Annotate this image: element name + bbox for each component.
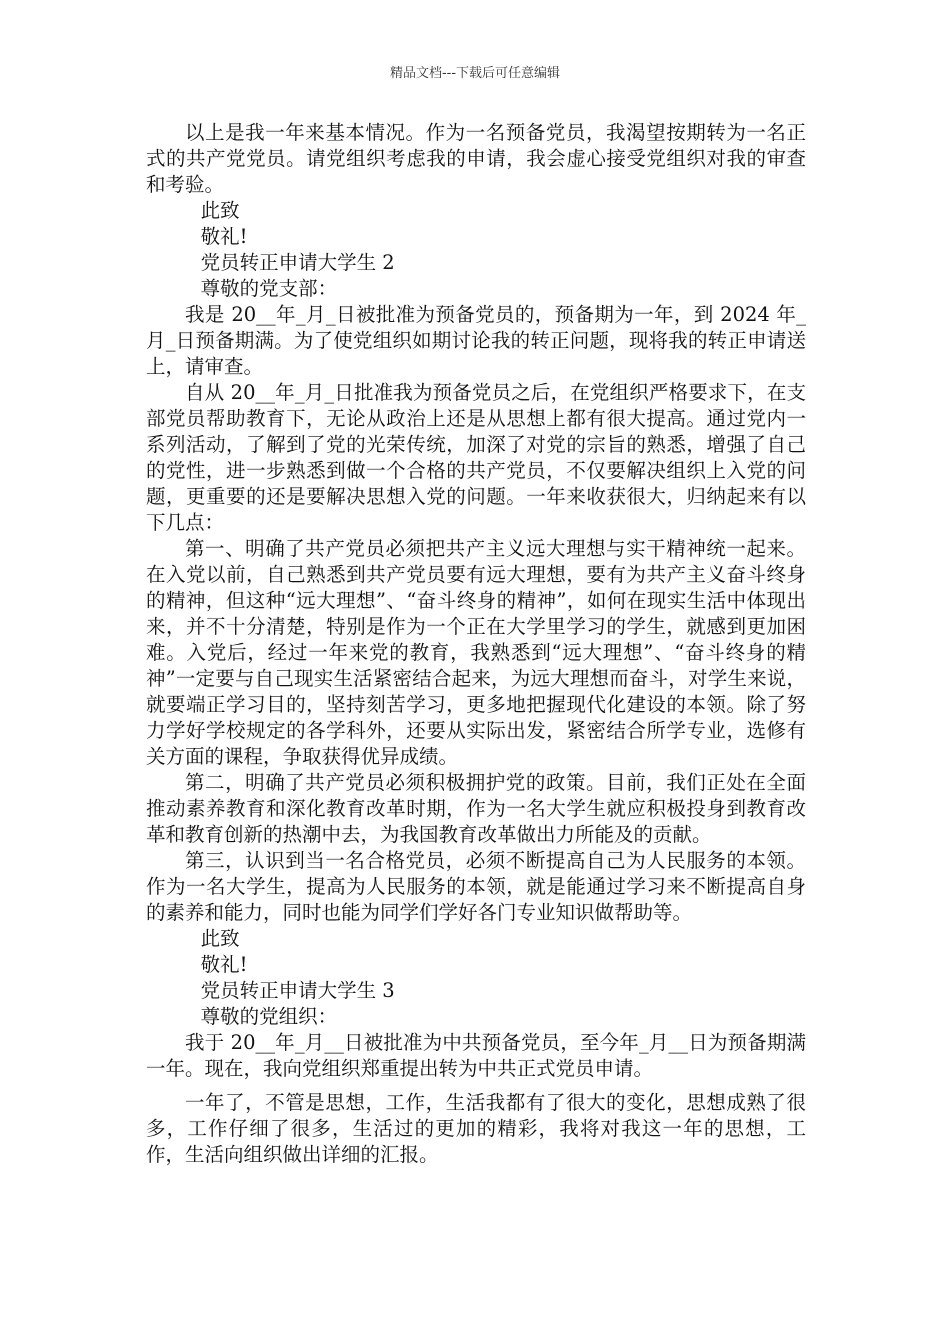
paragraph-intro-3: 我于 20__年_月__日被批准为中共预备党员，至今年_月__日为预备期满一年。现在，我向党组织郑重提出转为中共正式党员申请。 — [146, 1031, 806, 1080]
closing-regards: 敬礼! — [200, 225, 248, 248]
paragraph-year-review: 一年了，不管是思想，工作，生活我都有了很大的变化，思想成熟了很多，工作仔细了很多，生活过的更加的精彩，我将对我这一年的思想，工作，生活向组织做出详细的汇报。 — [146, 1091, 806, 1166]
section-title-2: 党员转正申请大学生 2 — [200, 251, 395, 274]
paragraph-intro-2: 我是 20__年_月_日被批准为预备党员的，预备期为一年，到 2024 年_月_日预备期满。为了使党组织如期讨论我的转正问题，现将我的转正申请送上，请审查。 — [146, 303, 806, 378]
section-title-3: 党员转正申请大学生 3 — [200, 979, 395, 1002]
greeting-3: 尊敬的党组织： — [200, 1005, 338, 1028]
paragraph-progress: 自从 20__年_月_日批准我为预备党员之后，在党组织严格要求下，在支部党员帮助教育下，无论从政治上还是从思想上都有很大提高。通过党内一系列活动，了解到了党的光荣传统，加深了对党的宗旨的熟悉，增强了自己的党性，进一步熟悉到做一个合格的共产党员，不仅要解决组织上入党的问题，更重要的还是要解决思想入党的问题。一年来收获很大，归纳起来有以下几点： — [146, 381, 806, 534]
paragraph-point-3: 第三，认识到当一名合格党员，必须不断提高自己为人民服务的本领。作为一名大学生，提高为人民服务的本领，就是能通过学习来不断提高自身的素养和能力，同时也能为同学们学好各门专业知识做帮助等。 — [146, 849, 806, 924]
paragraph-summary: 以上是我一年来基本情况。作为一名预备党员，我渴望按期转为一名正式的共产党党员。请党组织考虑我的申请，我会虚心接受党组织对我的审查和考验。 — [146, 121, 806, 196]
closing-salutation-2: 此致 — [200, 927, 240, 950]
page-header: 精品文档---下载后可任意编辑 — [389, 66, 561, 81]
closing-salutation: 此致 — [200, 199, 240, 222]
closing-regards-2: 敬礼! — [200, 953, 248, 976]
paragraph-point-1: 第一、明确了共产党员必须把共产主义远大理想与实干精神统一起来。在入党以前，自己熟悉到共产党员要有远大理想，要有为共产主义奋斗终身的精神，但这种“远大理想”、“奋斗终身的精神”，如何在现实生活中体现出来，并不十分清楚，特别是作为一个正在大学里学习的学生，就感到更加困难。入党后，经过一年来党的教育，我熟悉到“远大理想”、“奋斗终身的精神”一定要与自己现实生活紧密结合起来，为远大理想而奋斗，对学生来说，就要端正学习目的，坚持刻苦学习，更多地把握现代化建设的本领。除了努力学好学校规定的各学科外，还要从实际出发，紧密结合所学专业，选修有关方面的课程，争取获得优异成绩。 — [146, 537, 806, 768]
paragraph-point-2: 第二，明确了共产党员必须积极拥护党的政策。目前，我们正处在全面推动素养教育和深化教育改革时期，作为一名大学生就应积极投身到教育改革和教育创新的热潮中去，为我国教育改革做出力所能及的贡献。 — [146, 771, 806, 846]
document-body — [146, 120, 806, 1168]
greeting-2: 尊敬的党支部： — [200, 277, 338, 300]
